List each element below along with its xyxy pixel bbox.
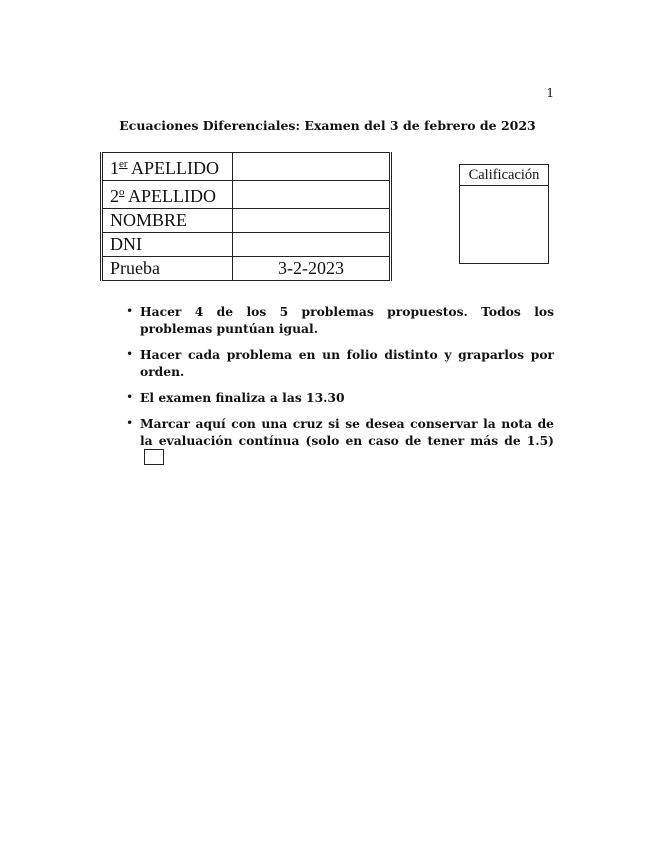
bullet-icon: • [126,390,134,404]
student-id-table [100,152,392,281]
bullet-icon: • [126,347,134,361]
table-row [102,257,391,281]
list-item: • Hacer cada problema en un folio distinto y graparlos por orden. [126,347,554,379]
name-label: NOMBRE [102,209,233,233]
grade-label: Calificación [460,165,548,186]
table-row [102,233,391,257]
bullet-icon: • [126,304,134,318]
exam-title: Ecuaciones Diferenciales: Examen del 3 de febrero de 2023 [119,118,536,133]
table-row [102,209,391,233]
keep-grade-checkbox[interactable] [144,449,164,465]
instructions-list [126,303,554,475]
page-number: 1 [546,86,554,100]
second-surname-field[interactable] [233,181,391,209]
second-surname-label: 2$^o$ APELLIDO [102,181,233,209]
grade-box [459,164,549,264]
name-field[interactable] [233,209,391,233]
list-item: • Marcar aquí con una cruz si se desea conservar la nota de la evaluación contínua (solo en caso de tener más de 1.5) [126,415,554,466]
test-date-value: 3-2-2023 [233,257,391,281]
table-row [102,153,391,181]
dni-field[interactable] [233,233,391,257]
list-item: • El examen finaliza a las 13.30 [126,390,345,405]
bullet-icon: • [126,416,134,430]
table-row [102,181,391,209]
first-surname-field[interactable] [233,153,391,181]
first-surname-label: 1er APELLIDO [102,153,233,181]
dni-label: DNI [102,233,233,257]
list-item: • Hacer 4 de los 5 problemas propuestos. Todos los problemas puntúan igual. [126,304,554,336]
test-label: Prueba [102,257,233,281]
